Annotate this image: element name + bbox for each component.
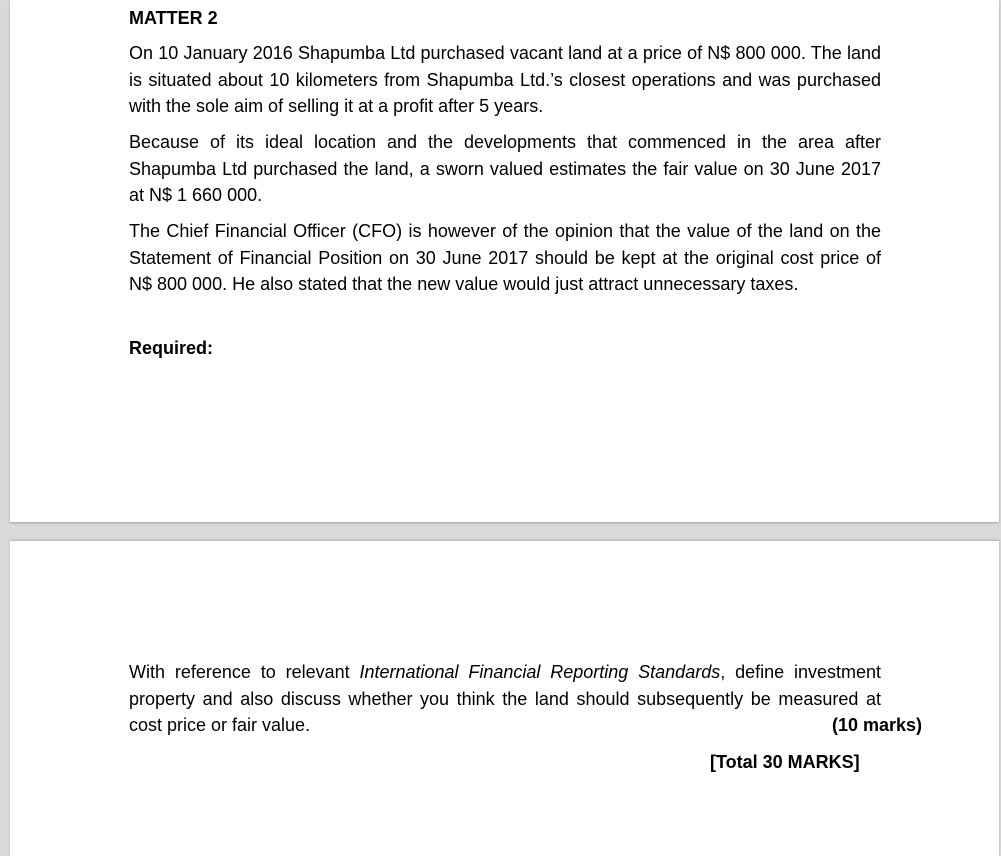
document-page-1: [10, 0, 999, 522]
paragraph-cfo-opinion: The Chief Financial Officer (CFO) is however of the opinion that the value of the land on the Statement of Financial Position on 30 June 2017 should be kept at the original cost price of N$ 800 000. He also stated that the new value would just attract unnecessary taxes.: [129, 221, 881, 294]
matter-heading: MATTER 2: [129, 8, 218, 28]
document-page-2: [10, 541, 999, 856]
question-text: [129, 659, 881, 739]
question-part-2: , define investment property and also discuss whether you think the land should subsequently be measured at cost price or fair value.: [129, 662, 881, 735]
paragraph-fair-value: Because of its ideal location and the developments that commenced in the area after Shapumba Ltd purchased the land, a sworn valued estimates the fair value on 30 June 2017 at N$ 1 660 000.: [129, 132, 881, 205]
total-marks: [Total 30 MARKS]: [710, 752, 860, 772]
question-part-1: With reference to relevant: [129, 662, 360, 682]
marks-label: (10 marks): [832, 715, 923, 735]
question-ifrs-reference: International Financial Reporting Standards: [359, 662, 721, 682]
required-label: Required:: [129, 338, 214, 358]
paragraph-purchase: On 10 January 2016 Shapumba Ltd purchased vacant land at a price of N$ 800 000. The land is situated about 10 kilometers from Shapumba Ltd.’s closest operations and was purchased with the sole aim of selling it at a profit after 5 years.: [129, 43, 881, 116]
